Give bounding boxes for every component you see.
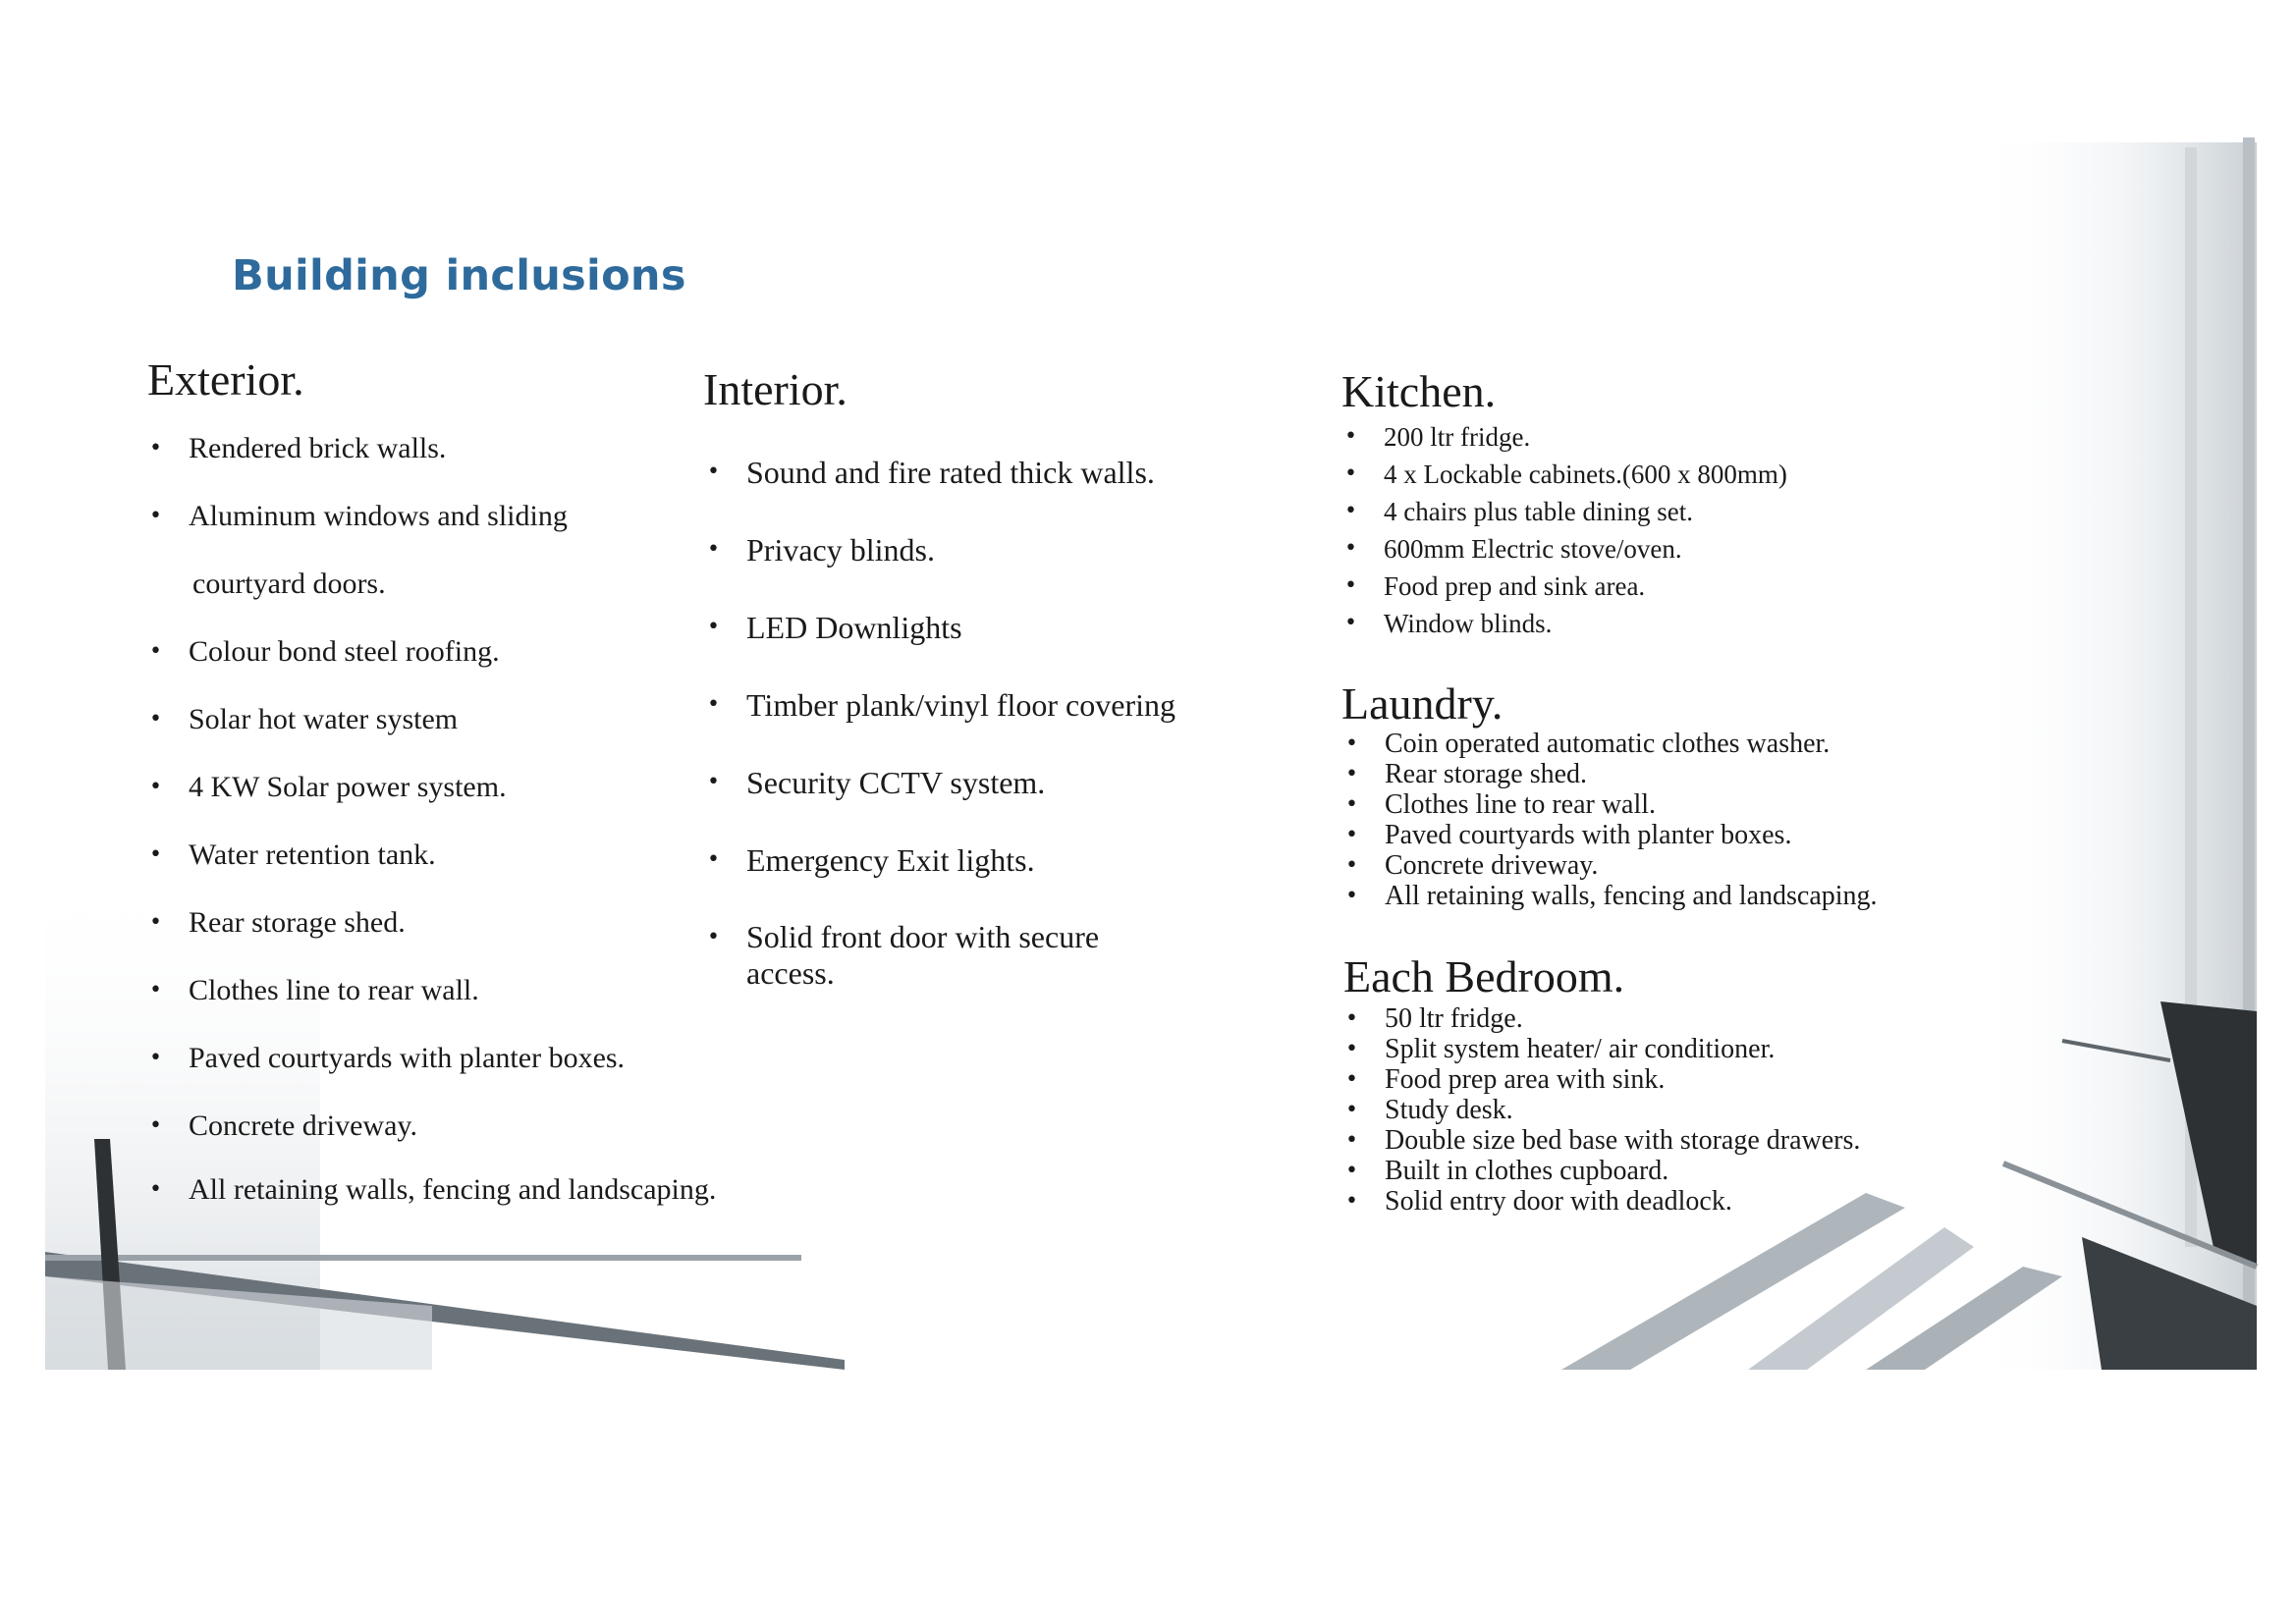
bullet-icon: • <box>1345 1189 1358 1214</box>
bullet-icon: • <box>1344 573 1357 598</box>
bullet-icon: • <box>149 775 162 799</box>
list-item: • Double size bed base with storage drawers. <box>1345 1125 1861 1156</box>
list-item: • Built in clothes cupboard. <box>1345 1156 1669 1186</box>
bullet-icon: • <box>1345 1037 1358 1061</box>
list-item: • Security CCTV system. <box>707 765 1046 800</box>
list-item: • All retaining walls, fencing and landscaping. <box>1345 881 1878 911</box>
bullet-icon: • <box>1345 1159 1358 1183</box>
bullet-icon: • <box>1345 1067 1358 1092</box>
list-item: • Solar hot water system <box>149 703 459 735</box>
bullet-icon: • <box>149 504 162 528</box>
bullet-icon: • <box>149 1046 162 1070</box>
bullet-icon: • <box>1345 792 1358 817</box>
list-item: • Water retention tank. <box>149 839 436 871</box>
list-item: • Concrete driveway. <box>149 1109 417 1142</box>
kitchen-list <box>1344 418 1993 642</box>
list-item: • 50 ltr fridge. <box>1345 1003 1523 1034</box>
bullet-icon: • <box>1345 884 1358 908</box>
laundry-list <box>1345 729 2013 911</box>
bullet-icon: • <box>1344 611 1357 635</box>
bullet-icon: • <box>707 770 720 794</box>
kitchen-title: Kitchen. <box>1341 366 1497 416</box>
bullet-icon: • <box>707 615 720 639</box>
bullet-icon: • <box>149 707 162 731</box>
bullet-icon: • <box>1345 1006 1358 1031</box>
bullet-icon: • <box>707 847 720 872</box>
bullet-icon: • <box>1345 762 1358 786</box>
bullet-icon: • <box>149 842 162 867</box>
bullet-icon: • <box>707 925 720 949</box>
list-item: • Sound and fire rated thick walls. <box>707 455 1155 490</box>
list-item: • 4 KW Solar power system. <box>149 771 507 803</box>
list-item: • Colour bond steel roofing. <box>149 635 500 668</box>
list-item: • Emergency Exit lights. <box>707 842 1035 878</box>
interior-list <box>707 454 1267 1032</box>
bullet-icon: • <box>149 1177 162 1202</box>
list-item: • Privacy blinds. <box>707 532 935 568</box>
list-item: • Split system heater/ air conditioner. <box>1345 1034 1776 1064</box>
bullet-icon: • <box>149 639 162 664</box>
list-item: • Paved courtyards with planter boxes. <box>149 1042 626 1074</box>
interior-title: Interior. <box>703 364 847 414</box>
bullet-icon: • <box>707 460 720 484</box>
page-title: Building inclusions <box>232 251 686 300</box>
list-item: • Rear storage shed. <box>149 906 406 939</box>
bullet-icon: • <box>149 978 162 1002</box>
bullet-icon: • <box>149 1113 162 1138</box>
list-item: • Solid front door with secure access. <box>707 919 1100 991</box>
bullet-icon: • <box>1344 424 1357 449</box>
bullet-icon: • <box>1345 823 1358 847</box>
bullet-icon: • <box>707 537 720 562</box>
list-item: • Concrete driveway. <box>1345 850 1599 881</box>
bullet-icon: • <box>1345 731 1358 756</box>
list-item: • LED Downlights <box>707 610 962 645</box>
list-item: • Food prep area with sink. <box>1345 1064 1666 1095</box>
list-item: • Food prep and sink area. <box>1384 568 1993 605</box>
list-item: • 4 chairs plus table dining set. <box>1384 493 1993 530</box>
bullet-icon: • <box>1344 536 1357 561</box>
list-item: • Paved courtyards with planter boxes. <box>1345 820 1792 850</box>
list-item: • Study desk. <box>1345 1095 1513 1125</box>
list-item: • 200 ltr fridge. <box>1384 418 1993 456</box>
list-item: • Solid entry door with deadlock. <box>1345 1186 1732 1217</box>
list-item: • Coin operated automatic clothes washer. <box>1345 729 1831 759</box>
bullet-icon: • <box>1344 499 1357 523</box>
list-item: • Aluminum windows and sliding courtyard doors. <box>189 500 719 601</box>
list-item: • 600mm Electric stove/oven. <box>1384 530 1993 568</box>
list-item: • All retaining walls, fencing and landscaping. <box>149 1173 717 1206</box>
bullet-icon: • <box>1345 853 1358 878</box>
bullet-icon: • <box>1344 461 1357 486</box>
bullet-icon: • <box>149 436 162 460</box>
bullet-icon: • <box>1345 1098 1358 1122</box>
exterior-list <box>149 432 719 1237</box>
list-item: • Clothes line to rear wall. <box>149 974 479 1006</box>
bullet-icon: • <box>1345 1128 1358 1153</box>
laundry-title: Laundry. <box>1341 678 1503 729</box>
list-item: • 4 x Lockable cabinets.(600 x 800mm) <box>1384 456 1993 493</box>
bedroom-title: Each Bedroom. <box>1343 951 1625 1001</box>
bullet-icon: • <box>707 692 720 717</box>
list-item: • Rear storage shed. <box>1345 759 1588 789</box>
list-item: • Clothes line to rear wall. <box>1345 789 1657 820</box>
bedroom-list <box>1345 1003 2013 1217</box>
list-item: • Window blinds. <box>1384 605 1993 642</box>
list-item: • Rendered brick walls. <box>149 432 447 464</box>
list-item: • Timber plank/vinyl floor covering <box>707 687 1175 723</box>
exterior-title: Exterior. <box>147 354 304 405</box>
list-item-continuation: courtyard doors. <box>192 568 386 600</box>
bullet-icon: • <box>149 910 162 935</box>
